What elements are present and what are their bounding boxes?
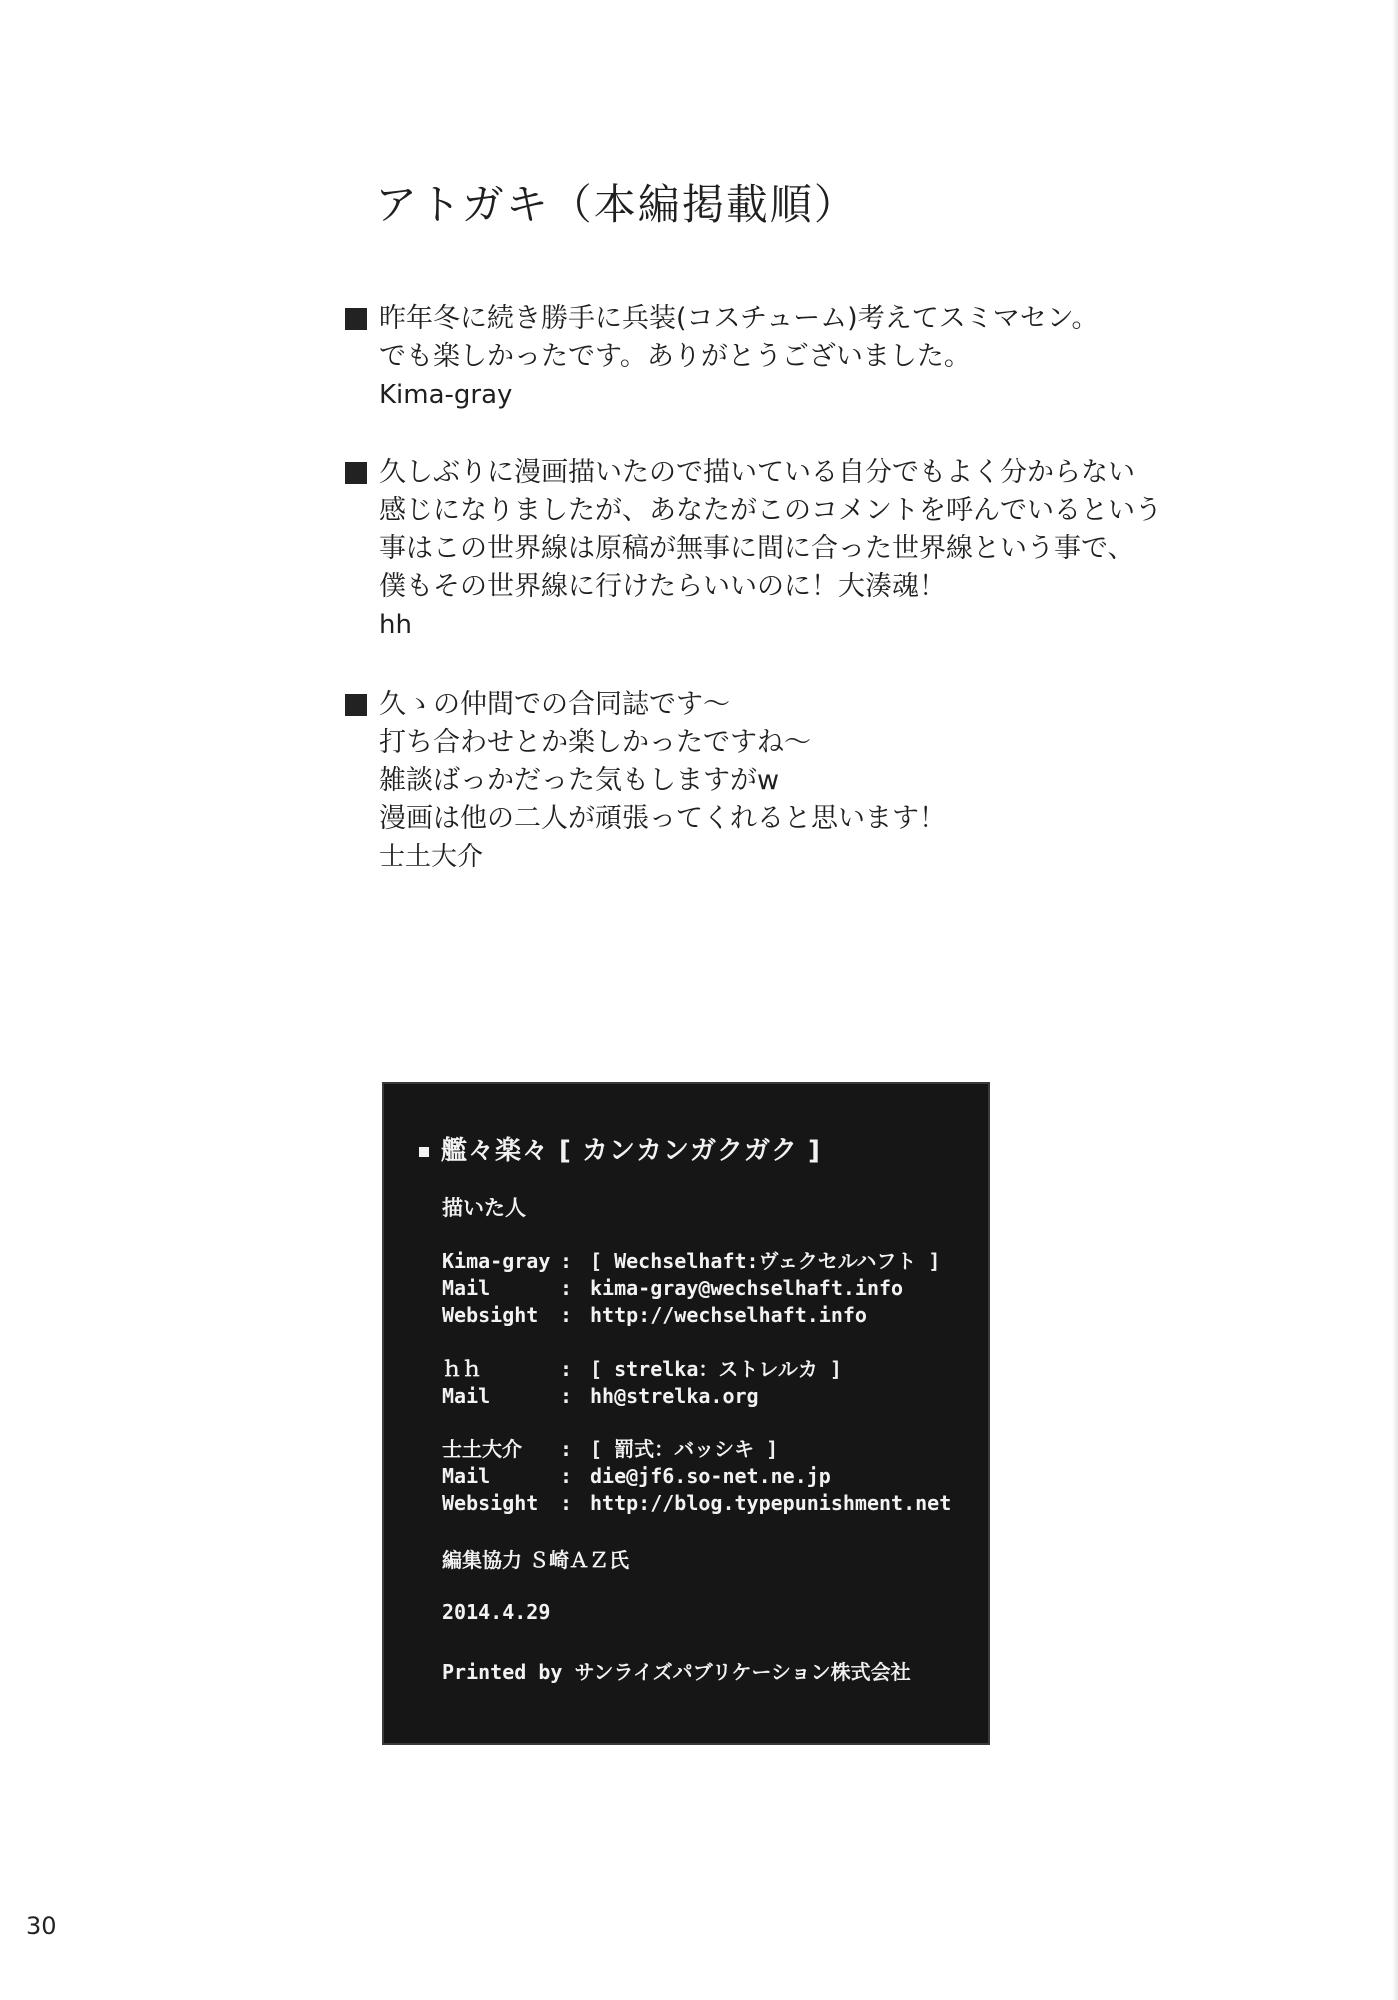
author-group: [442, 1436, 951, 1517]
info-separator: :: [560, 1303, 573, 1327]
info-key: Mail: [442, 1276, 491, 1300]
comment-line: 僕もその世界線に行けたらいいのに！大湊魂！: [379, 571, 946, 602]
editing-credit: 編集協力 Ｓ崎ＡＺ氏: [442, 1548, 629, 1572]
bullet-square-icon: [419, 1147, 429, 1157]
comment-line: でも楽しかったです。ありがとうございました。: [379, 341, 971, 372]
info-separator: :: [560, 1437, 573, 1461]
comment-line: 漫画は他の二人が頑張ってくれると思います！: [379, 803, 946, 834]
info-row: [442, 1275, 940, 1302]
comment-line: 雑談ばっかだった気もしますがw: [379, 765, 780, 796]
info-row: [442, 1383, 842, 1410]
mail-value: hh@strelka.org: [590, 1384, 759, 1408]
info-key: Kima-gray: [442, 1249, 551, 1273]
page-number: 30: [26, 1912, 57, 1940]
printer-credit: Printed by サンライズパブリケーション株式会社: [442, 1660, 911, 1684]
afterword-comment: [345, 454, 1162, 644]
comment-line: 久しぶりに漫画描いたので描いている自分でもよく分からない: [345, 454, 1162, 492]
info-row: [442, 1463, 951, 1490]
info-row: [442, 1356, 842, 1383]
bullet-square-icon: [345, 308, 367, 330]
author-group: [442, 1248, 940, 1329]
info-separator: :: [560, 1491, 573, 1515]
info-row: [442, 1302, 940, 1329]
comment-author: Kima-gray: [379, 380, 513, 410]
info-value: [ Wechselhaft:ヴェクセルハフト ]: [590, 1249, 941, 1273]
comment-author: 士土大介: [379, 842, 484, 872]
comment-line: 昨年冬に続き勝手に兵装(コスチューム)考えてスミマセン。: [345, 300, 1099, 338]
info-key: Mail: [442, 1384, 491, 1408]
comment-line: 感じになりましたが、あなたがこのコメントを呼んでいるという: [379, 495, 1162, 526]
info-key: Mail: [442, 1464, 491, 1488]
info-separator: :: [560, 1357, 573, 1381]
info-separator: :: [560, 1249, 573, 1273]
info-key: ｈｈ: [442, 1357, 482, 1381]
colophon-title: 艦々楽々 [ カンカンガクガク ]: [419, 1130, 821, 1167]
colophon-subtitle: 描いた人: [442, 1196, 526, 1220]
comment-line: 久ゝの仲間での合同誌です～: [345, 686, 946, 724]
mail-value: kima-gray@wechselhaft.info: [590, 1276, 904, 1300]
website-value: http://blog.typepunishment.net: [590, 1491, 952, 1515]
comment-line: 事はこの世界線は原稿が無事に間に合った世界線という事で、: [379, 533, 1135, 564]
publish-date: 2014.4.29: [442, 1600, 551, 1624]
comment-author: hh: [379, 610, 412, 640]
comment-line: 打ち合わせとか楽しかったですね～: [379, 727, 811, 758]
author-group: [442, 1356, 842, 1410]
info-key: Websight: [442, 1303, 539, 1327]
afterword-comment: [345, 300, 1099, 414]
page-edge-shadow: [1392, 0, 1398, 2000]
info-value: [ 罰式：バッシキ ]: [590, 1437, 779, 1461]
info-separator: :: [560, 1464, 573, 1488]
colophon-box: [382, 1082, 990, 1745]
info-separator: :: [560, 1384, 573, 1408]
info-separator: :: [560, 1276, 573, 1300]
info-value: [ strelka：ストレルカ ]: [590, 1357, 842, 1381]
info-row: [442, 1436, 951, 1463]
info-key: 士土大介: [442, 1437, 522, 1461]
afterword-comment: [345, 686, 946, 876]
page-title: アトガキ（本編掲載順）: [375, 180, 858, 229]
info-row: [442, 1248, 940, 1275]
info-row: [442, 1490, 951, 1517]
website-value: http://wechselhaft.info: [590, 1303, 867, 1327]
mail-value: die@jf6.so-net.ne.jp: [590, 1464, 831, 1488]
info-key: Websight: [442, 1491, 539, 1515]
bullet-square-icon: [345, 462, 367, 484]
bullet-square-icon: [345, 694, 367, 716]
